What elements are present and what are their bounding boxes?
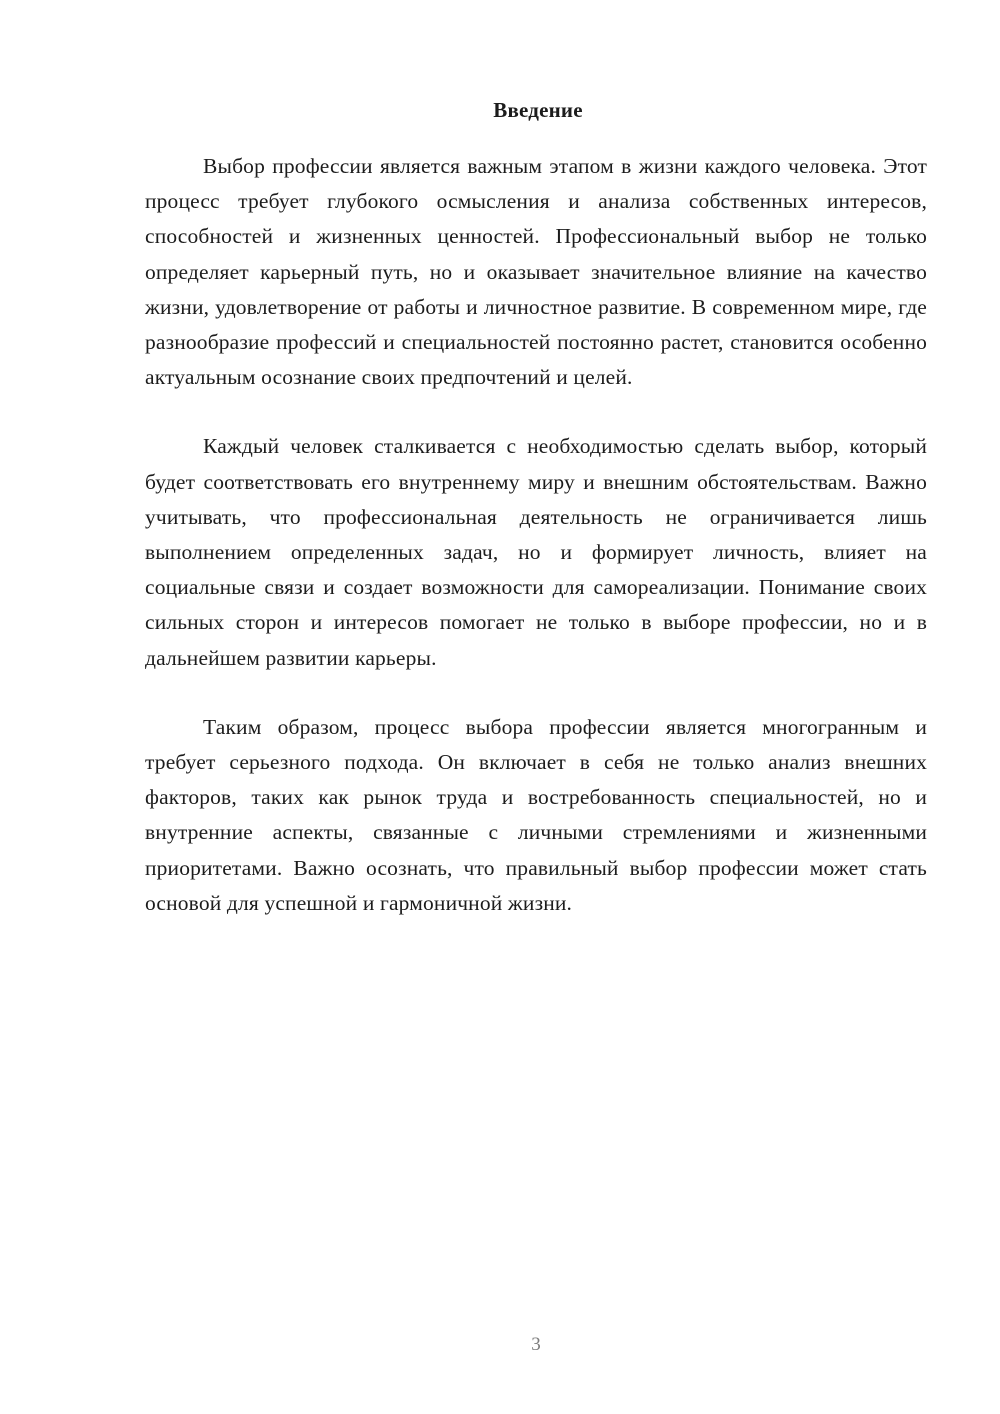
section-heading: Введение — [493, 98, 583, 122]
page-number: 3 — [531, 1334, 541, 1355]
paragraph-1: Выбор профессии является важным этапом в жизни каждого человека. Этот процесс требует глубокого осмысления и анализа собственных интересов, способностей и жизненных ценностей. Профессиональный выбор не только определяет карьерный путь, но и оказывает значительное влияние на качество жизни, удовлетворение от работы и личностное развитие. В современном мире, где разнообразие профессий и специальностей постоянно растет, становится особенно актуальным осознание своих предпочтений и целей. — [145, 154, 927, 390]
page-body — [145, 92, 927, 955]
paragraph-3: Таким образом, процесс выбора профессии является многогранным и требует серьезного подхода. Он включает в себя не только анализ внешних факторов, таких как рынок труда и востребованность специальностей, но и внутренние аспекты, связанные с личными стремлениями и жизненными приоритетами. Важно осознать, что правильный выбор профессии может стать основой для успешной и гармоничной жизни. — [145, 714, 927, 915]
paragraph-2: Каждый человек сталкивается с необходимостью сделать выбор, который будет соответствовать его внутреннему миру и внешним обстоятельствам. Важно учитывать, что профессиональная деятельность не ограничивается лишь выполнением определенных задач, но и формирует личность, влияет на социальные связи и создает возможности для самореализации. Понимание своих сильных сторон и интересов помогает не только в выборе профессии, но и в дальнейшем развитии карьеры. — [145, 434, 927, 670]
